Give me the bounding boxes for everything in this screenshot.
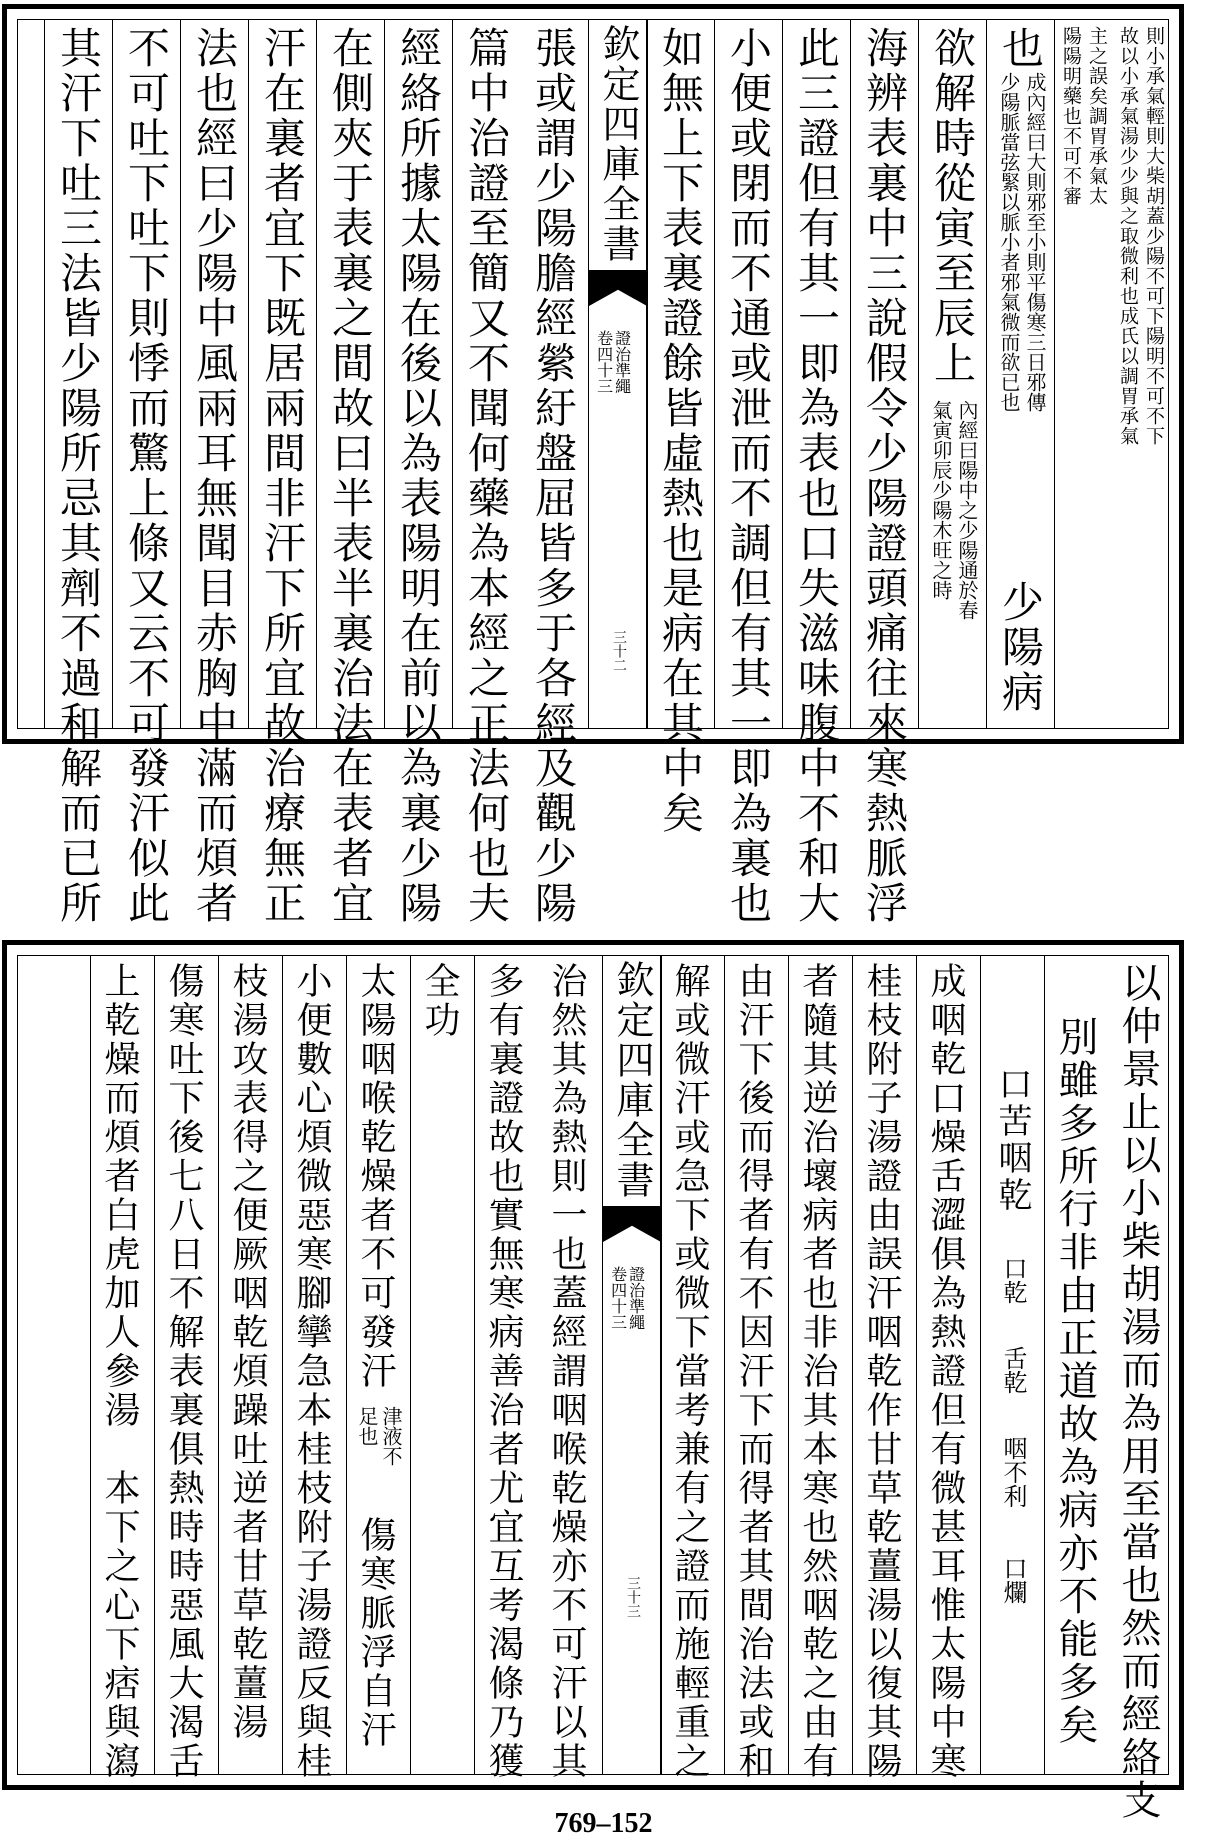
- column: [724, 956, 788, 1781]
- page-number: 三十三: [625, 1576, 641, 1618]
- main-text: 少陽病: [996, 580, 1045, 715]
- main-text: 多有裏證故也實無寒病善治者尤宜互考渴條乃獲: [483, 962, 524, 1781]
- page-number: 三十二: [611, 630, 627, 672]
- main-text: 枝湯攻表得之便厥咽乾煩躁吐逆者甘草乾薑湯: [227, 962, 268, 1742]
- book-title: 欽定四庫全書: [610, 960, 654, 1200]
- column: [474, 956, 538, 1781]
- main-text: 全功: [419, 962, 460, 1040]
- main-text: 太陽咽喉乾燥者不可發汗: [355, 962, 396, 1391]
- bottom-page-frame: [17, 955, 1169, 1822]
- main-text: 不可吐下吐下則悸而驚上條又云不可發汗似此: [122, 26, 171, 926]
- main-text: 在側夾于表裏之間故曰半表半裏治法在表者宜: [326, 26, 375, 926]
- symptom-item: 咽不利: [999, 1436, 1027, 1508]
- main-text: 傷寒脈浮自汗: [355, 1516, 396, 1750]
- column: [180, 20, 248, 926]
- main-text: 欲解時從寅至辰上: [928, 26, 977, 386]
- column: [788, 956, 852, 1781]
- main-text: 別雖多所行非由正道故為病亦不能多矣: [1052, 1016, 1098, 1747]
- column: [1044, 956, 1108, 1774]
- column: [916, 956, 980, 1781]
- column: [538, 956, 602, 1781]
- main-text: 者隨其逆治壞病者也非治其本寒也然咽乾之由有: [797, 962, 838, 1781]
- column: [1054, 20, 1112, 728]
- column: [248, 20, 316, 926]
- note-line: 成內經曰大則邪至小則平傷寒三日邪傳: [1023, 72, 1047, 412]
- column: [646, 20, 714, 836]
- volume-ref: 卷四十三: [608, 1266, 628, 1330]
- column: [316, 20, 384, 926]
- main-text: 經絡所據太陽在後以為表陽明在前以為裏少陽: [394, 26, 443, 926]
- note-line: 內經曰陽中之少陽通於春: [955, 400, 979, 620]
- column: [1108, 956, 1170, 1822]
- main-text: 也: [996, 26, 1045, 71]
- column: [782, 20, 850, 926]
- main-text: 此三證但有其一即為表也口失滋味腹中不和大: [792, 26, 841, 926]
- main-text: 成咽乾口燥舌澀俱為熱證但有微甚耳惟太陽中寒: [925, 962, 966, 1781]
- note-line: 足也: [355, 1406, 379, 1446]
- note-line: 津液不: [379, 1406, 403, 1466]
- symptom-heading: 口苦咽乾: [992, 1066, 1032, 1214]
- main-text: 由汗下後而得者有不因汗下而得者其間治法或和: [733, 962, 774, 1781]
- fish-tail-mark: [603, 1206, 661, 1242]
- column: [112, 20, 180, 926]
- symptom-item: 口爛: [999, 1556, 1027, 1604]
- symptom-item: 舌乾: [999, 1346, 1027, 1394]
- column: [520, 20, 588, 926]
- main-text: 如無上下表裏證餘皆虛熱也是病在其中矣: [656, 26, 705, 836]
- small-line: 主之誤矣調胃承氣太: [1086, 26, 1108, 206]
- column: [850, 20, 918, 926]
- book-ref: 證治準繩: [612, 330, 632, 394]
- column: [346, 956, 410, 1774]
- top-page-frame: [17, 19, 1169, 926]
- column: [282, 956, 346, 1781]
- column: [154, 956, 218, 1781]
- main-text: 小便數心煩微惡寒腳攣急本桂枝附子湯證反與桂: [291, 962, 332, 1781]
- book-ref: 證治準繩: [626, 1266, 646, 1330]
- column: [980, 956, 1044, 1774]
- small-line: 陽陽明藥也不可不審: [1060, 26, 1082, 206]
- top-page: [2, 4, 1184, 926]
- main-text: 汗在裏者宜下既居兩間非汗下所宜故治療無正: [258, 26, 307, 926]
- main-text: 上乾燥而煩者白虎加人參湯 本下之心下痞與瀉: [99, 962, 140, 1781]
- main-text: 以仲景止以小柴胡湯而為用至當也然而經絡支: [1115, 962, 1161, 1822]
- main-text: 海辨表裏中三說假令少陽證頭痛往來寒熱脈浮: [860, 26, 909, 926]
- small-line: 則小承氣輕則大柴胡蓋少陽不可下陽明不可不下: [1143, 26, 1165, 446]
- note-line: 氣寅卯辰少陽木旺之時: [929, 400, 953, 600]
- column: [714, 20, 782, 926]
- column: [452, 20, 520, 926]
- title-column: [588, 20, 648, 728]
- main-text: 小便或閉而不通或泄而不調但有其一即為裏也: [724, 26, 773, 926]
- column: [384, 20, 452, 926]
- column: [410, 956, 474, 1774]
- fish-tail-mark: [589, 270, 647, 306]
- main-text: 法也經曰少陽中風兩耳無聞目赤胸中滿而煩者: [190, 26, 239, 926]
- column: [44, 20, 112, 926]
- volume-ref: 卷四十三: [594, 330, 614, 394]
- main-text: 桂枝附子湯證由誤汗咽乾作甘草乾薑湯以復其陽: [861, 962, 902, 1781]
- column: [218, 956, 282, 1774]
- main-text: 解或微汗或急下或微下當考兼有之證而施輕重之: [669, 962, 710, 1781]
- main-text: 其汗下吐三法皆少陽所忌其劑不過和解而已所: [54, 26, 103, 926]
- small-line: 故以小承氣湯少少與之取微利也成氏以調胃承氣: [1117, 26, 1139, 446]
- column: [1112, 20, 1170, 728]
- title-column: [602, 956, 662, 1774]
- column: [90, 956, 154, 1781]
- column: [852, 956, 916, 1781]
- reel-page-number: 769–152: [554, 1808, 653, 1839]
- column: [918, 20, 986, 728]
- main-text: 治然其為熱則一也蓋經謂咽喉乾燥亦不可汗以其: [546, 962, 587, 1781]
- symptom-item: 口乾: [999, 1256, 1027, 1304]
- main-text: 傷寒吐下後七八日不解表裏俱熱時時惡風大渴舌: [163, 962, 204, 1781]
- column: [986, 20, 1054, 728]
- book-title: 欽定四庫全書: [596, 24, 640, 264]
- main-text: 篇中治證至簡又不聞何藥為本經之正法何也夫: [462, 26, 511, 926]
- bottom-page: [2, 940, 1184, 1822]
- column: [660, 956, 724, 1781]
- note-line: 少陽脈當弦緊以脈小者邪氣微而欲已也: [997, 72, 1021, 412]
- main-text: 張或謂少陽膽經縈紆盤屈皆多于各經及觀少陽: [529, 26, 578, 926]
